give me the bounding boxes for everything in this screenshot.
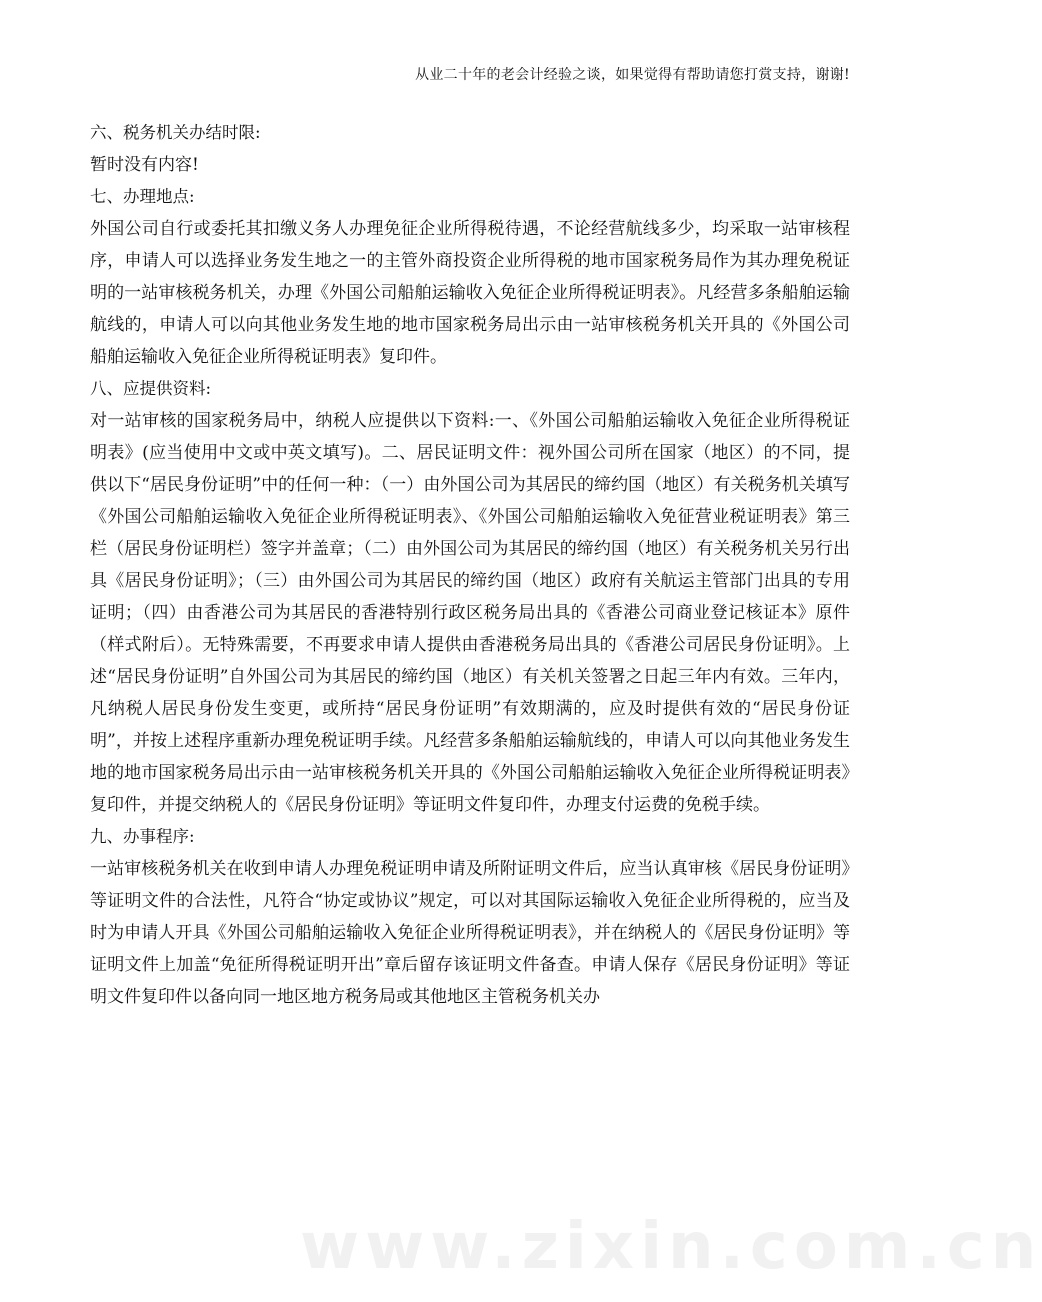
- section-heading-6: 六、税务机关办结时限:: [90, 123, 261, 142]
- section-8-paragraph: 对一站审核的国家税务局中，纳税人应提供以下资料:一、《外国公司船舶运输收入免征企业所得税证明表》(应当使用中文或中英文填写)。二、居民证明文件：视外国公司所在国家（地区）的不同，提供以下“居民身份证明”中的任何一种：（一）由外国公司为其居民的缔约国（地区）有关税务机关填写《外国公司船舶运输收入免征企业所得税证明表》、《外国公司船舶运输收入免征营业税证明表》第三栏（居民身份证明栏）签字并盖章；（二）由外国公司为其居民的缔约国（地区）有关税务机关另行出具《居民身份证明》；（三）由外国公司为其居民的缔约国（地区）政府有关航运主管部门出具的专用证明；（四）由香港公司为其居民的香港特别行政区税务局出具的《香港公司商业登记核证本》原件（样式附后）。无特殊需要，不再要求申请人提供由香港税务局出具的《香港公司居民身份证明》。上述“居民身份证明”自外国公司为其居民的缔约国（地区）有关机关签署之日起三年内有效。三年内，凡纳税人居民身份发生变更，或所持“居民身份证明”有效期满的，应及时提供有效的“居民身份证明”，并按上述程序重新办理免税证明手续。凡经营多条船舶运输航线的，申请人可以向其他业务发生地的地市国家税务局出示由一站审核税务机关开具的《外国公司船舶运输收入免征企业所得税证明表》复印件，并提交纳税人的《居民身份证明》等证明文件复印件，办理支付运费的免税手续。: [90, 411, 850, 815]
- document-body: [90, 117, 850, 1013]
- watermark: www.zixin.com.cn: [300, 1210, 1042, 1284]
- section-heading-9: 九、办事程序:: [90, 827, 195, 846]
- section-6-paragraph: 暂时没有内容!: [90, 155, 199, 175]
- header-note: 从业二十年的老会计经验之谈，如果觉得有帮助请您打赏支持，谢谢!: [415, 67, 850, 83]
- section-7-paragraph: 外国公司自行或委托其扣缴义务人办理免征企业所得税待遇，不论经营航线多少，均采取一站审核程序，申请人可以选择业务发生地之一的主管外商投资企业所得税的地市国家税务局作为其办理免税证明的一站审核税务机关，办理《外国公司船舶运输收入免征企业所得税证明表》。凡经营多条船舶运输航线的，申请人可以向其他业务发生地的地市国家税务局出示由一站审核税务机关开具的《外国公司船舶运输收入免征企业所得税证明表》复印件。: [90, 219, 850, 367]
- section-9-paragraph: 一站审核税务机关在收到申请人办理免税证明申请及所附证明文件后，应当认真审核《居民身份证明》等证明文件的合法性，凡符合“协定或协议”规定，可以对其国际运输收入免征企业所得税的，应当及时为申请人开具《外国公司船舶运输收入免征企业所得税证明表》，并在纳税人的《居民身份证明》等证明文件上加盖“免征所得税证明开出”章后留存该证明文件备查。申请人保存《居民身份证明》等证明文件复印件以备向同一地区地方税务局或其他地区主管税务机关办: [90, 859, 850, 1007]
- section-heading-8: 八、应提供资料:: [90, 379, 212, 398]
- section-heading-7: 七、办理地点:: [90, 187, 195, 206]
